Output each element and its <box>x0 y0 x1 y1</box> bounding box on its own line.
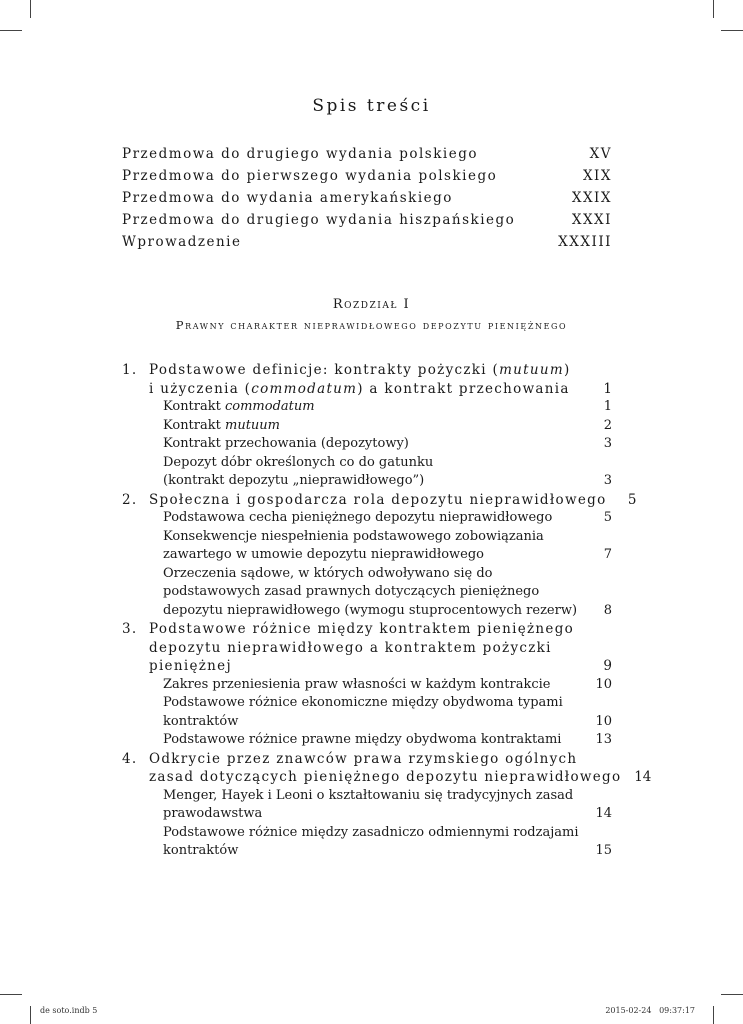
front-matter-page: XV <box>589 146 612 162</box>
footer-timestamp-text: 2015-02-24 09:37:17 <box>605 1006 695 1015</box>
latin-term: commodatum <box>225 399 315 414</box>
subsection-page: 14 <box>595 806 612 821</box>
latin-term: commodatum <box>251 380 358 397</box>
toc-subsection[interactable] <box>122 454 612 491</box>
toc-section[interactable] <box>122 750 652 787</box>
entry-text: Podstawowa cecha pieniężnego depozytu nieprawidłowego <box>163 510 553 525</box>
section-page: 9 <box>603 658 612 674</box>
subsection-page: 3 <box>603 473 612 488</box>
front-matter-label: Przedmowa do drugiego wydania hiszpańskiego <box>122 212 516 228</box>
subsection-page: 7 <box>603 547 612 562</box>
entry-line <box>163 565 582 584</box>
front-matter-label: Przedmowa do wydania amerykańskiego <box>122 190 453 206</box>
entry-line <box>163 731 582 750</box>
section-number: 3. <box>122 621 138 637</box>
entry-line <box>163 842 582 861</box>
toc-subsection[interactable] <box>122 694 612 731</box>
subsection-title <box>163 398 582 417</box>
section-page: 1 <box>603 380 612 397</box>
entry-text: ) <box>563 362 571 378</box>
entry-line <box>163 787 582 806</box>
entry-text: Podstawowe różnice między zasadniczo odmiennymi rodzajami <box>163 824 579 840</box>
entry-line <box>163 824 582 843</box>
entry-text: kontraktów <box>163 843 239 858</box>
entry-line <box>149 750 621 769</box>
toc-subsection[interactable] <box>122 731 612 750</box>
entry-line <box>163 676 582 695</box>
subsection-title <box>163 731 582 750</box>
subsection-title <box>163 787 582 824</box>
subsection-title <box>163 676 582 695</box>
entry-line <box>149 768 621 787</box>
entry-line <box>163 713 582 732</box>
front-matter-page: XXIX <box>571 190 612 206</box>
entry-line <box>163 805 582 824</box>
chapter-title: Prawny charakter nieprawidłowego depozytu pieniężnego <box>175 318 568 332</box>
section-number: 1. <box>122 362 138 378</box>
section-page: 5 <box>627 491 637 508</box>
toc-section[interactable] <box>122 491 637 510</box>
entry-line <box>163 602 582 621</box>
entry-text: prawodawstwa <box>163 806 263 821</box>
toc-subsection[interactable] <box>122 824 612 861</box>
toc-subsection[interactable] <box>122 398 612 417</box>
front-matter-item[interactable] <box>122 143 612 165</box>
entry-text: Odkrycie przez znawców prawa rzymskiego ogólnych <box>149 750 578 767</box>
subsection-title <box>163 435 582 454</box>
page-title: Spis treści <box>312 96 431 116</box>
entry-line <box>163 417 582 436</box>
subsection-title <box>163 454 582 491</box>
subsection-page: 10 <box>595 676 612 692</box>
subsection-title <box>163 528 582 565</box>
entry-text: ) a kontrakt przechowania <box>357 380 570 397</box>
front-matter-list <box>122 143 612 253</box>
subsection-page: 5 <box>603 510 612 525</box>
subsection-title <box>163 694 582 731</box>
entry-line <box>149 639 582 658</box>
toc-subsection[interactable] <box>122 787 612 824</box>
subsection-title <box>163 824 582 861</box>
entry-text: Depozyt dóbr określonych co do gatunku <box>163 454 434 470</box>
section-title <box>149 361 582 398</box>
section-title <box>149 750 621 787</box>
toc-subsection[interactable] <box>122 435 612 454</box>
front-matter-label: Przedmowa do drugiego wydania polskiego <box>122 146 478 162</box>
front-matter-page: XXXIII <box>558 234 612 250</box>
front-matter-label: Wprowadzenie <box>122 234 242 250</box>
footer-timestamp <box>605 1006 695 1015</box>
crop-mark <box>721 30 743 31</box>
section-title <box>149 620 582 676</box>
section-number: 2. <box>122 491 138 508</box>
entry-text: zawartego w umowie depozytu nieprawidłowego <box>163 547 485 562</box>
subsection-page: 1 <box>603 399 612 414</box>
entry-text: Kontrakt przechowania (depozytowy) <box>163 436 409 451</box>
latin-term: mutuum <box>225 417 280 433</box>
entry-text: depozytu nieprawidłowego a kontraktem pożyczki <box>149 639 552 656</box>
entry-line <box>163 694 582 713</box>
entry-text: pieniężnej <box>149 658 232 674</box>
entry-text: Podstawowe różnice między kontraktem pieniężnego <box>149 621 575 637</box>
entry-text: Zakres przeniesienia praw własności w każdym kontrakcie <box>163 676 551 692</box>
entry-text: (kontrakt depozytu „nieprawidłowego”) <box>163 473 425 488</box>
front-matter-item[interactable] <box>122 165 612 187</box>
entry-text: Konsekwencje niespełnienia podstawowego zobowiązania <box>163 528 544 544</box>
subsection-page: 3 <box>603 436 612 451</box>
toc-subsection[interactable] <box>122 528 612 565</box>
entry-line <box>163 546 582 565</box>
section-page: 14 <box>634 769 652 785</box>
entry-line <box>149 361 582 380</box>
front-matter-page: XXXI <box>571 212 612 228</box>
entry-line <box>149 620 582 639</box>
subsection-title <box>163 509 582 528</box>
front-matter-item[interactable] <box>122 231 612 253</box>
entry-line <box>149 491 607 510</box>
section-number: 4. <box>122 750 138 767</box>
toc-subsection[interactable] <box>122 417 612 436</box>
front-matter-item[interactable] <box>122 187 612 209</box>
subsection-title <box>163 417 582 436</box>
crop-mark <box>30 0 31 18</box>
toc-subsection[interactable] <box>122 509 612 528</box>
table-of-contents <box>122 361 652 861</box>
entry-text: zasad dotyczących pieniężnego depozytu nieprawidłowego <box>149 769 622 785</box>
entry-line <box>149 380 582 399</box>
crop-mark <box>30 1006 31 1024</box>
crop-mark <box>721 994 743 995</box>
front-matter-page: XIX <box>582 168 612 184</box>
crop-mark <box>0 30 22 31</box>
chapter-label: Rozdział I <box>332 297 411 312</box>
crop-mark <box>0 994 22 995</box>
subsection-page: 15 <box>595 843 612 858</box>
entry-line <box>163 435 582 454</box>
entry-text: Orzeczenia sądowe, w których odwoływano się do <box>163 565 493 581</box>
crop-mark <box>713 0 714 18</box>
toc-section[interactable] <box>122 620 612 676</box>
entry-text: i użyczenia ( <box>149 380 252 397</box>
toc-section[interactable] <box>122 361 612 398</box>
toc-subsection[interactable] <box>122 676 612 695</box>
subsection-page: 13 <box>595 732 612 747</box>
subsection-page: 8 <box>603 602 612 618</box>
front-matter-label: Przedmowa do pierwszego wydania polskiego <box>122 168 498 184</box>
entry-text: Podstawowe różnice prawne między obydwoma kontraktami <box>163 732 562 747</box>
entry-text: kontraktów <box>163 713 239 729</box>
entry-line <box>149 657 582 676</box>
subsection-page: 2 <box>603 417 612 433</box>
entry-text: Menger, Hayek i Leoni o kształtowaniu się tradycyjnych zasad <box>163 787 574 803</box>
subsection-page: 10 <box>595 713 612 729</box>
entry-text: depozytu nieprawidłowego (wymogu stuprocentowych rezerw) <box>163 602 578 618</box>
front-matter-item[interactable] <box>122 209 612 231</box>
entry-line <box>163 528 582 547</box>
entry-line <box>163 454 582 473</box>
toc-subsection[interactable] <box>122 565 612 621</box>
subsection-title <box>163 565 582 621</box>
entry-text: Kontrakt <box>163 417 225 433</box>
crop-mark <box>713 1006 714 1024</box>
footer-filename: de soto.indb 5 <box>40 1006 98 1015</box>
section-title <box>149 491 607 510</box>
latin-term: mutuum <box>499 362 564 378</box>
entry-text: podstawowych zasad prawnych dotyczących pieniężnego <box>163 584 540 599</box>
entry-line <box>163 398 582 417</box>
entry-line <box>163 509 582 528</box>
entry-line <box>163 472 582 491</box>
entry-text: Podstawowe różnice ekonomiczne między obydwoma typami <box>163 695 563 710</box>
entry-text: Podstawowe definicje: kontrakty pożyczki ( <box>149 362 500 378</box>
entry-line <box>163 583 582 602</box>
entry-text: Społeczna i gospodarcza rola depozytu nieprawidłowego <box>149 491 607 508</box>
entry-text: Kontrakt <box>163 399 225 414</box>
